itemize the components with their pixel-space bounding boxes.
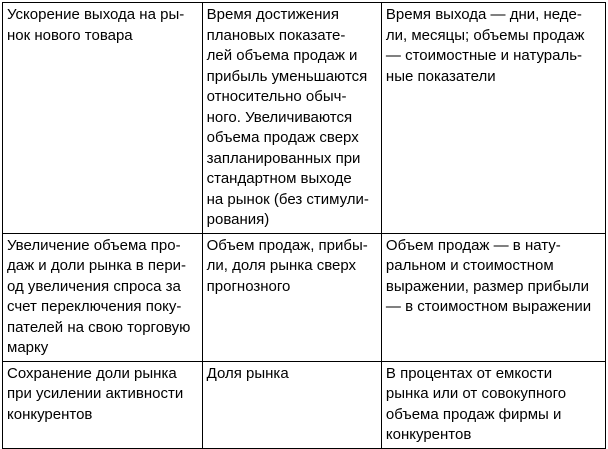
goal-cell: Ускорение выхода на ры- нок нового товара bbox=[3, 3, 203, 234]
measure-cell: Объем продаж — в нату- ральном и стоимостном выражении, размер прибыли — в стоимостном выражении bbox=[381, 233, 605, 361]
measure-cell: В процентах от емкости рынка или от совокупного объема продаж фирмы и конкурентов bbox=[381, 361, 605, 448]
goal-cell: Увеличение объема про- даж и доли рынка в пери- од увеличения спроса за счет переключения поку- пателей на свою торговую марку bbox=[3, 233, 203, 361]
goals-indicators-table bbox=[2, 2, 606, 449]
table-row bbox=[3, 233, 606, 361]
indicator-cell: Доля рынка bbox=[202, 361, 381, 448]
goal-cell: Сохранение доли рынка при усилении активности конкурентов bbox=[3, 361, 203, 448]
indicator-cell: Объем продаж, прибы- ли, доля рынка сверх прогнозного bbox=[202, 233, 381, 361]
table-row bbox=[3, 361, 606, 448]
measure-cell: Время выхода — дни, неде- ли, месяцы; объемы продаж — стоимостные и натураль- ные показатели bbox=[381, 3, 605, 234]
table-row bbox=[3, 3, 606, 234]
document-page bbox=[2, 2, 606, 443]
indicator-cell: Время достижения плановых показате- лей объема продаж и прибыль уменьшаются относительно обыч- ного. Увеличиваются объема продаж сверх запланированных при стандартном выходе на рынок (без стимули- рования) bbox=[202, 3, 381, 234]
